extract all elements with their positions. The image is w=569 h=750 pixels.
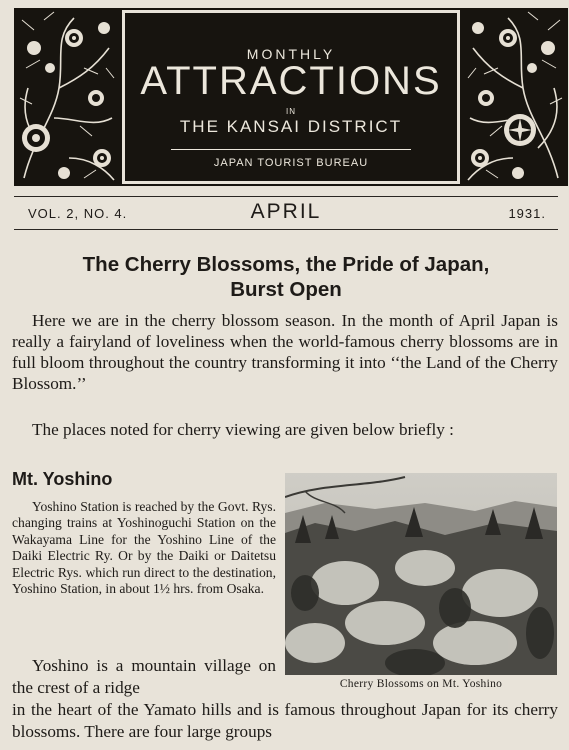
yoshino-description-start: Yoshino is a mountain village on the crest of a ridge <box>12 656 276 697</box>
issue-rule-top <box>14 196 558 197</box>
issue-month: APRIL <box>250 200 322 223</box>
masthead-kansai-district: THE KANSAI DISTRICT <box>179 117 403 136</box>
cherry-blossom-photo <box>285 473 557 675</box>
intro-paragraph: Here we are in the cherry blossom season. In the month of April Japan is really a fairyland of loveliness when the world-famous cherry blossoms are in full bloom throughout the country transforming it into ‘‘the Land of the Cherry Blossom.’’ <box>12 311 558 393</box>
masthead <box>0 0 569 192</box>
places-paragraph: The places noted for cherry viewing are given below briefly : <box>32 420 454 439</box>
cherry-blossom-photo-graphic <box>285 473 557 675</box>
masthead-monthly: MONTHLY <box>246 46 336 62</box>
masthead-publisher: JAPAN TOURIST BUREAU <box>213 157 369 169</box>
floral-ornament-right-graphic <box>462 8 568 186</box>
floral-ornament-left-graphic <box>14 8 120 186</box>
issue-rule-bottom <box>14 229 558 230</box>
issue-volume: VOL. 2, NO. 4. <box>28 206 128 221</box>
floral-ornament-left <box>14 8 120 186</box>
issue-year: 1931. <box>508 206 546 221</box>
masthead-title-block <box>125 13 457 181</box>
article-headline <box>14 252 558 302</box>
issue-line <box>14 200 558 228</box>
yoshino-access-paragraph: Yoshino Station is reached by the Govt. Rys. changing trains at Yoshinoguchi Station on the Wakayama Line for the Yoshino Line of the Daiki Electric Ry. Or by the Daiki or Daitetsu Electric Rys. which run direct to the destination, Yoshino Station, in about 1½ hrs. from Osaka. <box>12 499 276 597</box>
section-title-yoshino: Mt. Yoshino <box>12 469 113 489</box>
floral-ornament-right <box>462 8 568 186</box>
masthead-in: IN <box>286 107 296 116</box>
yoshino-description-continued: in the heart of the Yamato hills and is famous throughout Japan for its cherry blossoms. There are four large groups <box>12 700 558 741</box>
masthead-attractions: ATTRACTIONS <box>140 59 442 103</box>
headline-line-2: Burst Open <box>230 278 342 301</box>
photo-caption: Cherry Blossoms on Mt. Yoshino <box>339 678 503 690</box>
headline-line-1: The Cherry Blossoms, the Pride of Japan, <box>82 253 490 276</box>
masthead-divider <box>171 149 411 150</box>
masthead-title-frame <box>120 8 462 186</box>
